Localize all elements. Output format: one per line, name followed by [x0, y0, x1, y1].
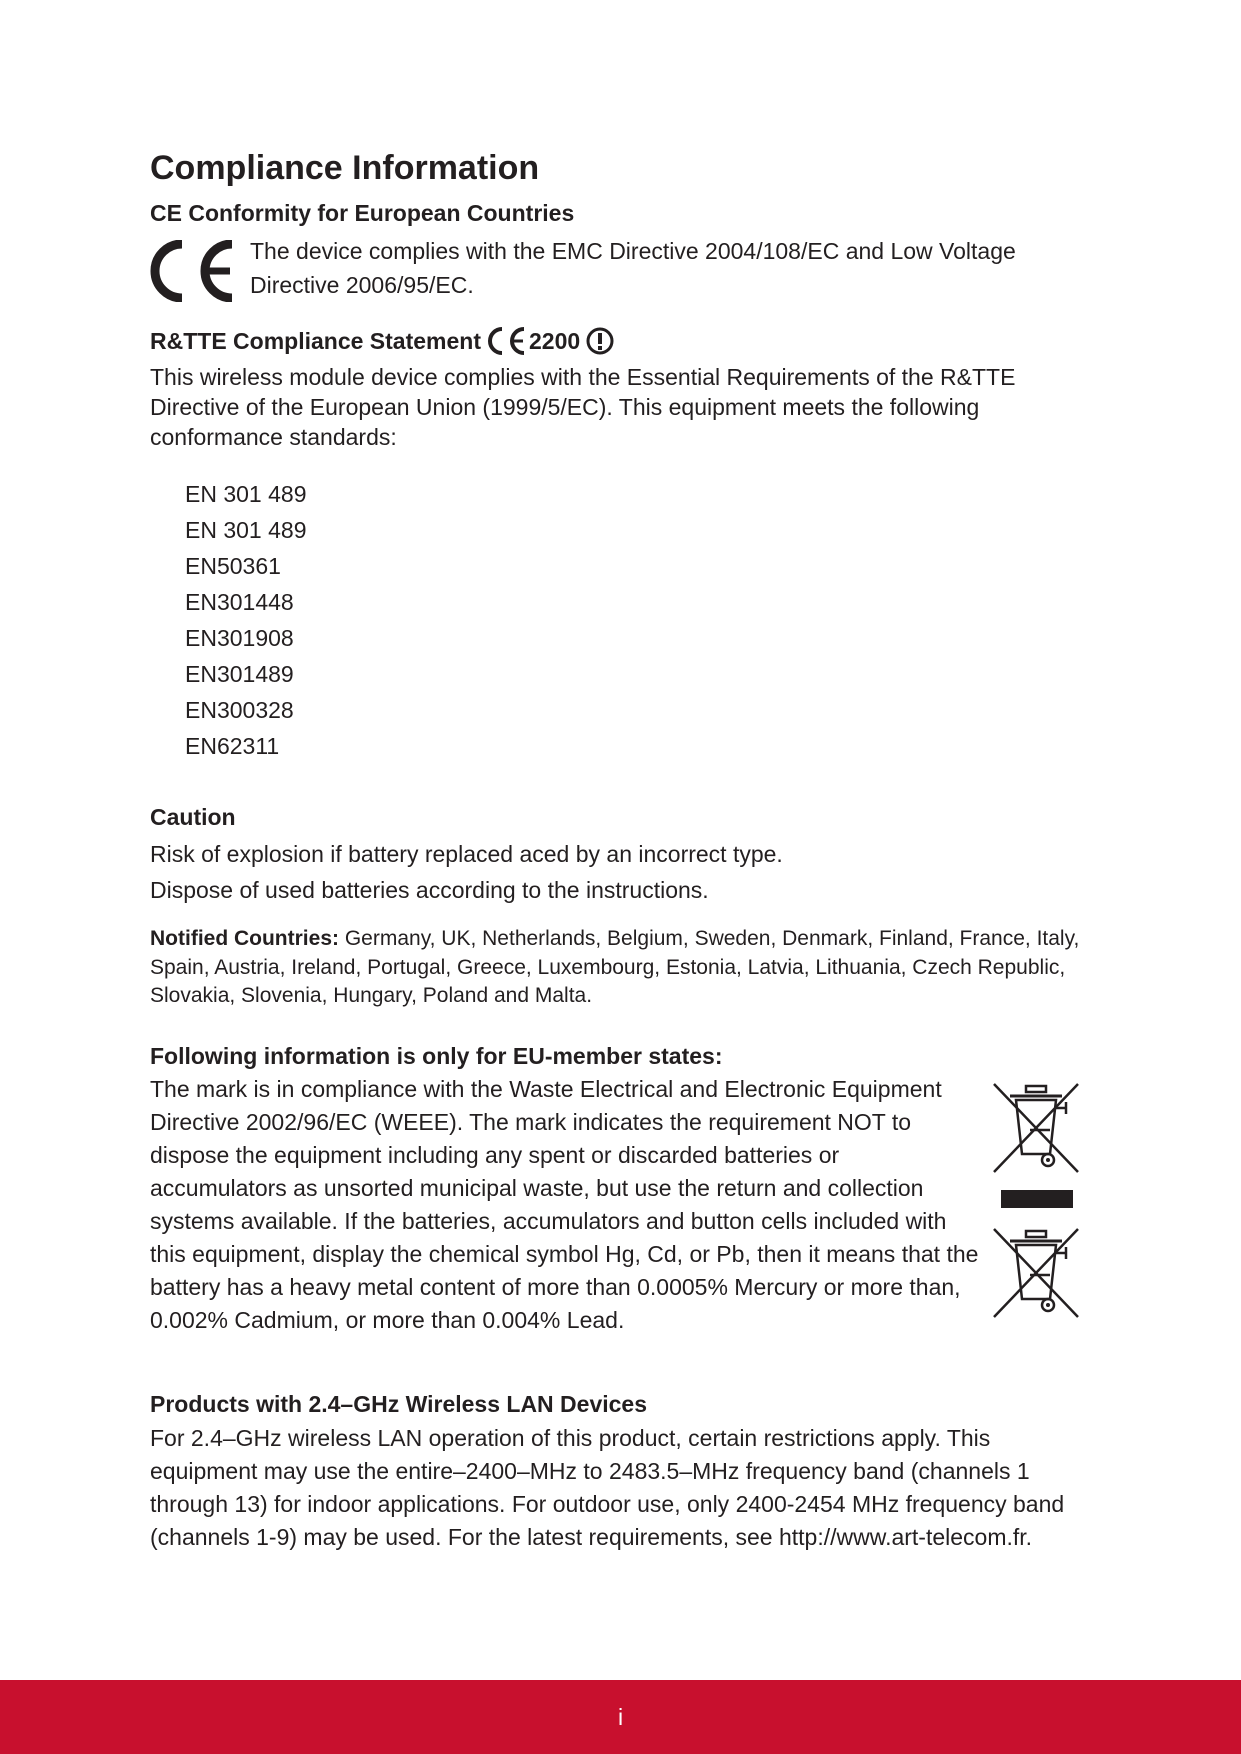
notified-body-number: 2200	[529, 328, 581, 354]
list-item: EN300328	[185, 697, 294, 723]
list-item: EN 301 489	[185, 517, 307, 543]
weee-bin-icon	[990, 1080, 1082, 1176]
weee-bar-mark	[1001, 1190, 1073, 1208]
rtte-heading-text: R&TTE Compliance Statement	[150, 328, 481, 354]
caution-line: Risk of explosion if battery replaced aced by an incorrect type.	[150, 841, 783, 867]
ce-section-heading: CE Conformity for European Countries	[150, 200, 575, 226]
list-item: EN301908	[185, 625, 294, 651]
page-number: i	[617, 1704, 624, 1730]
list-item: EN62311	[185, 733, 280, 759]
list-item: EN301448	[185, 589, 294, 615]
ce-mark-icon	[150, 240, 236, 302]
list-item: EN50361	[185, 553, 281, 579]
standards-list	[185, 476, 306, 764]
notified-countries-text: Germany, UK, Netherlands, Belgium, Sweden, Denmark, Finland, France, Italy, Spain, Austria, Ireland, Portugal, Greece, Luxembourg, Estonia, Latvia, Lithuania, Czech Republic, Slovakia, Slovenia, Hungary, Poland and Malta.	[150, 927, 1080, 1007]
wlan-heading: Products with 2.4–GHz Wireless LAN Devices	[150, 1391, 648, 1417]
ce-text: The device complies with the EMC Directive 2004/108/EC and Low Voltage Directive 2006/95/EC.	[250, 238, 1016, 298]
alert-class-icon	[586, 327, 614, 355]
caution-line: Dispose of used batteries according to the instructions.	[150, 877, 709, 903]
wlan-text: For 2.4–GHz wireless LAN operation of this product, certain restrictions apply. This equipment may use the entire–2400–MHz to 2483.5–MHz frequency band (channels 1 through 13) for indoor applications. For outdoor use, only 2400-2454 MHz frequency band (channels 1-9) may be used. For the latest requirements, see http://www.art-telecom.fr.	[150, 1425, 1065, 1550]
caution-text	[150, 836, 783, 908]
caution-heading: Caution	[150, 804, 236, 830]
rtte-text: This wireless module device complies with the Essential Requirements of the R&TTE Directive of the European Union (1999/5/EC). This equipment meets the following conformance standards:	[150, 364, 1016, 450]
list-item: EN301489	[185, 661, 294, 687]
weee-bin-icon	[990, 1225, 1082, 1321]
notified-countries-label: Notified Countries:	[150, 927, 339, 950]
page-footer	[0, 1680, 1241, 1754]
list-item: EN 301 489	[185, 481, 307, 507]
ce-mark-icon	[487, 326, 527, 356]
notified-countries	[150, 925, 1080, 1011]
page-title: Compliance Information	[150, 149, 540, 187]
eu-text: The mark is in compliance with the Waste Electrical and Electronic Equipment Directive 2002/96/EC (WEEE). The mark indicates the requirement NOT to dispose the equipment including any spent or discarded batteries or accumulators as unsorted municipal waste, but use the return and collection systems available. If the batteries, accumulators and button cells included with this equipment, display the chemical symbol Hg, Cd, or Pb, then it means that the battery has a heavy metal content of more than 0.0005% Mercury or more than, 0.002% Cadmium, or more than 0.004% Lead.	[150, 1076, 979, 1333]
rtte-heading	[150, 324, 614, 358]
eu-heading: Following information is only for EU-member states:	[150, 1043, 723, 1069]
